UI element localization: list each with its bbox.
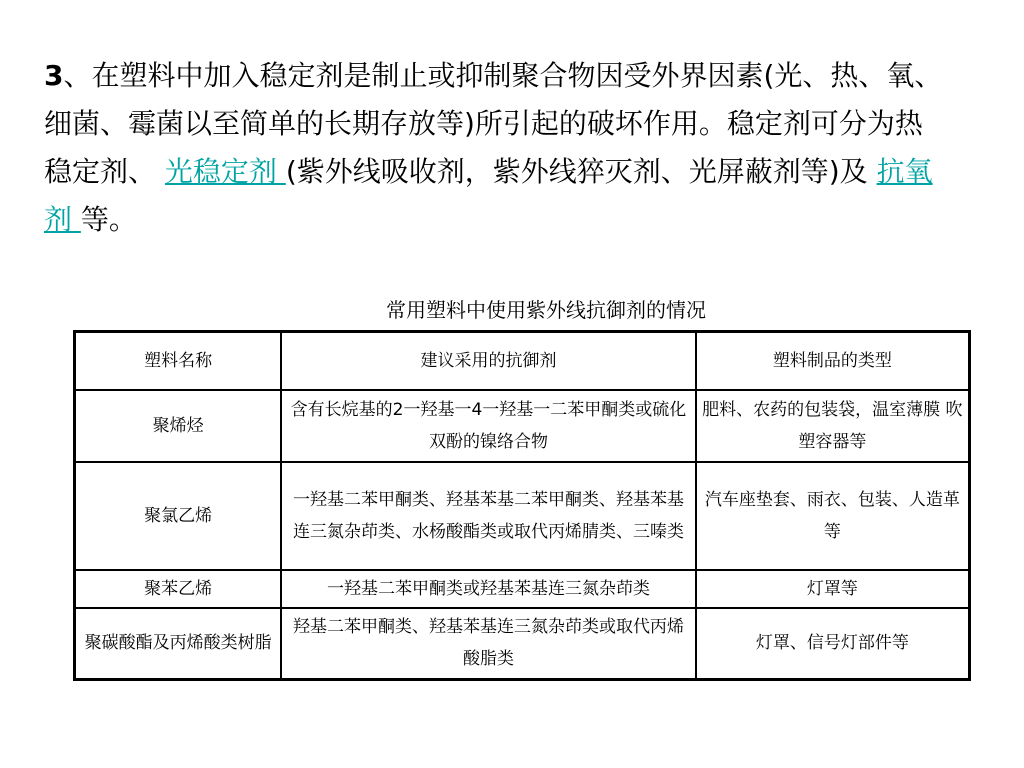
paragraph-text-a: 、在塑料中加入稳定剂是制止或抑制聚合物因受外界因素(光、热、氧、细菌、霉菌以至简单的长期存放等)所引起的破坏作用。稳定剂可分为热稳定剂、 — [44, 59, 943, 188]
table-cell: 一羟基二苯甲酮类或羟基苯基连三氮杂茚类 — [281, 570, 695, 608]
table-row — [75, 608, 970, 680]
header-cell: 建议采用的抗御剂 — [281, 332, 695, 390]
table-header-row — [75, 332, 970, 390]
uv-absorber-table — [73, 330, 971, 681]
paragraph-text-c: 等。 — [80, 203, 137, 236]
main-paragraph — [44, 52, 944, 244]
item-number: 3 — [44, 59, 64, 92]
table-row — [75, 462, 970, 570]
table-cell: 灯罩等 — [696, 570, 970, 608]
table-cell: 含有长烷基的2一羟基一4一羟基一二苯甲酮类或硫化双酚的镍络合物 — [281, 390, 695, 462]
table-caption: 常用塑料中使用紫外线抗御剂的情况 — [386, 298, 706, 322]
table-cell: 聚氯乙烯 — [75, 462, 282, 570]
paragraph-text-b: (紫外线吸收剂，紫外线猝灭剂、光屏蔽剂等)及 — [285, 155, 877, 188]
table-row — [75, 390, 970, 462]
light-stabilizer-link[interactable]: 光稳定剂 — [164, 155, 286, 188]
table-cell: 聚烯烃 — [75, 390, 282, 462]
table-cell: 羟基二苯甲酮类、羟基苯基连三氮杂茚类或取代丙烯酸脂类 — [281, 608, 695, 680]
table-cell: 灯罩、信号灯部件等 — [696, 608, 970, 680]
table-cell: 聚苯乙烯 — [75, 570, 282, 608]
table-cell: 一羟基二苯甲酮类、羟基苯基二苯甲酮类、羟基苯基连三氮杂茚类、水杨酸酯类或取代丙烯腈类、三嗪类 — [281, 462, 695, 570]
header-cell: 塑料名称 — [75, 332, 282, 390]
table-cell: 汽车座垫套、雨衣、包装、人造革等 — [696, 462, 970, 570]
header-cell: 塑料制品的类型 — [696, 332, 970, 390]
table-cell: 肥料、农药的包装袋，温室薄膜 吹塑容器等 — [696, 390, 970, 462]
table-row — [75, 570, 970, 608]
table-cell: 聚碳酸酯及丙烯酸类树脂 — [75, 608, 282, 680]
antioxidant-link[interactable]: 抗氧剂 — [44, 155, 933, 236]
